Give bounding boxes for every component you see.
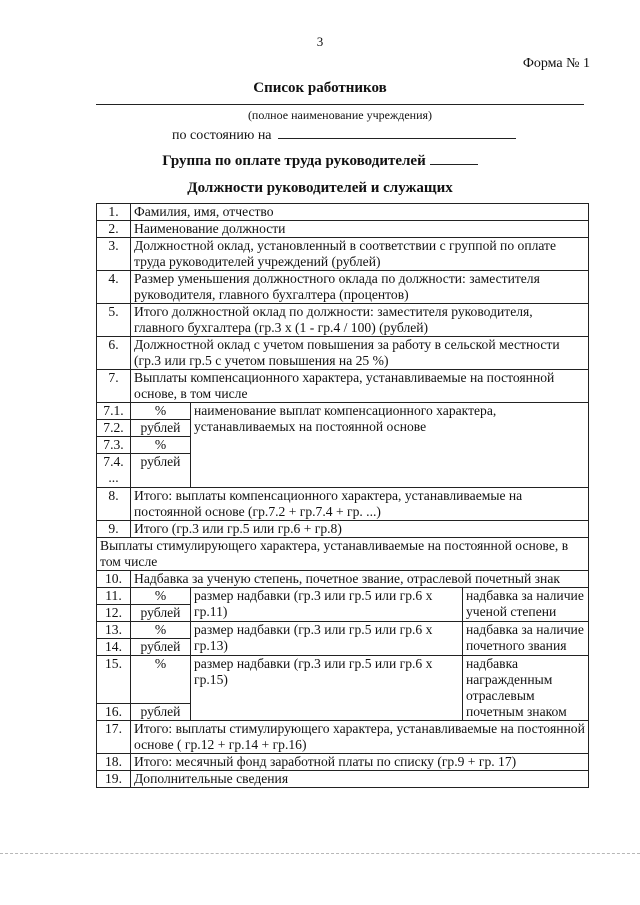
- unit-cell: %: [131, 656, 191, 704]
- row-text: Итого должностной оклад по должности: заместителя руководителя, главного бухгалтера (гр.3 x (1 - гр.4 / 100) (рублей): [131, 304, 589, 337]
- form-number: Форма № 1: [522, 56, 590, 71]
- table-row: [97, 521, 589, 538]
- row-text: Должностной оклад, установленный в соответствии с группой по оплате труда руководителей учреждений (рублей): [131, 238, 589, 271]
- unit-cell: рублей: [131, 704, 191, 721]
- row-number: 7.3.: [97, 437, 131, 454]
- group-title: [0, 152, 640, 170]
- row-number: 5.: [97, 304, 131, 337]
- employee-form-table: [96, 203, 589, 788]
- row-number: 9.: [97, 521, 131, 538]
- row-number: 7.: [97, 370, 131, 403]
- row-text: Итого (гр.3 или гр.5 или гр.6 + гр.8): [131, 521, 589, 538]
- page-bottom-divider: [0, 853, 640, 855]
- table-row: [97, 754, 589, 771]
- row-text: Фамилия, имя, отчество: [131, 204, 589, 221]
- row-text: Итого: выплаты стимулирующего характера, устанавливаемые на постоянной основе ( гр.12 + гр.14 + гр.16): [131, 721, 589, 754]
- row-number: 1.: [97, 204, 131, 221]
- stimulating-header: Выплаты стимулирующего характера, устанавливаемые на постоянной основе, в том числе: [97, 538, 589, 571]
- page-number: 3: [316, 34, 324, 49]
- section-title: Должности руководителей и служащих: [187, 180, 453, 196]
- row-number: 7.4. ...: [97, 454, 131, 488]
- unit-cell: %: [131, 588, 191, 605]
- document-title: Список работников: [253, 80, 387, 96]
- row-number: 4.: [97, 271, 131, 304]
- bonus-description: размер надбавки (гр.3 или гр.5 или гр.6 x гр.15): [191, 656, 463, 721]
- table-row: [97, 622, 589, 639]
- row-number: 7.2.: [97, 420, 131, 437]
- table-row: [97, 304, 589, 337]
- row-number: 12.: [97, 605, 131, 622]
- table-row: [97, 721, 589, 754]
- bonus-description: размер надбавки (гр.3 или гр.5 или гр.6 x гр.13): [191, 622, 463, 656]
- row-number: 14.: [97, 639, 131, 656]
- table-row: [97, 571, 589, 588]
- institution-caption: (полное наименование учреждения): [247, 108, 433, 122]
- row-text: Размер уменьшения должностного оклада по должности: заместителя руководителя, главного бухгалтера (процентов): [131, 271, 589, 304]
- unit-cell: %: [131, 437, 191, 454]
- bonus-note: надбавка за наличие ученой степени: [463, 588, 589, 622]
- row-number: 17.: [97, 721, 131, 754]
- row-text: Наименование должности: [131, 221, 589, 238]
- unit-cell: %: [131, 622, 191, 639]
- table-row: [97, 488, 589, 521]
- table-row: [97, 588, 589, 605]
- row-number: 8.: [97, 488, 131, 521]
- bonus-note: надбавка за наличие почетного звания: [463, 622, 589, 656]
- row-text: Дополнительные сведения: [131, 771, 589, 788]
- row-number: 13.: [97, 622, 131, 639]
- unit-cell: рублей: [131, 420, 191, 437]
- bonus-note: надбавка награжденным отраслевым почетным знаком: [463, 656, 589, 721]
- institution-name-line: [96, 104, 584, 105]
- row-number: 7.1.: [97, 403, 131, 420]
- row-text: Итого: месячный фонд заработной платы по списку (гр.9 + гр. 17): [131, 754, 589, 771]
- unit-cell: рублей: [131, 454, 191, 488]
- row-text: Итого: выплаты компенсационного характера, устанавливаемые на постоянной основе (гр.7.2 + гр.7.4 + гр. ...): [131, 488, 589, 521]
- table-row: [97, 403, 589, 420]
- table-row: [97, 271, 589, 304]
- row-number: 2.: [97, 221, 131, 238]
- row-number: 11.: [97, 588, 131, 605]
- table-row: [97, 221, 589, 238]
- row-number: 16.: [97, 704, 131, 721]
- group-label: Группа по оплате труда руководителей: [162, 153, 426, 169]
- as-of-label: по состоянию на: [172, 128, 272, 143]
- row-number: 3.: [97, 238, 131, 271]
- row-number: 19.: [97, 771, 131, 788]
- table-row: [97, 771, 589, 788]
- table-row: [97, 656, 589, 704]
- bonus-description: размер надбавки (гр.3 или гр.5 или гр.6 x гр.11): [191, 588, 463, 622]
- compensation-description: наименование выплат компенсационного характера, устанавливаемых на постоянной основе: [191, 403, 589, 488]
- as-of-row: [172, 126, 516, 144]
- row-text: Должностной оклад с учетом повышения за работу в сельской местности (гр.3 или гр.5 с учетом повышения на 25 %): [131, 337, 589, 370]
- table-row: [97, 238, 589, 271]
- row-number: 15.: [97, 656, 131, 704]
- table-row: [97, 370, 589, 403]
- as-of-date-line: [278, 126, 516, 139]
- row-number: 18.: [97, 754, 131, 771]
- unit-cell: рублей: [131, 639, 191, 656]
- table-row: [97, 337, 589, 370]
- row-number: 10.: [97, 571, 131, 588]
- table-row: [97, 538, 589, 571]
- row-text: Выплаты компенсационного характера, устанавливаемые на постоянной основе, в том числе: [131, 370, 589, 403]
- row-text: Надбавка за ученую степень, почетное звание, отраслевой почетный знак: [131, 571, 589, 588]
- unit-cell: %: [131, 403, 191, 420]
- table-row: [97, 204, 589, 221]
- row-number: 6.: [97, 337, 131, 370]
- unit-cell: рублей: [131, 605, 191, 622]
- group-blank-line: [430, 152, 478, 165]
